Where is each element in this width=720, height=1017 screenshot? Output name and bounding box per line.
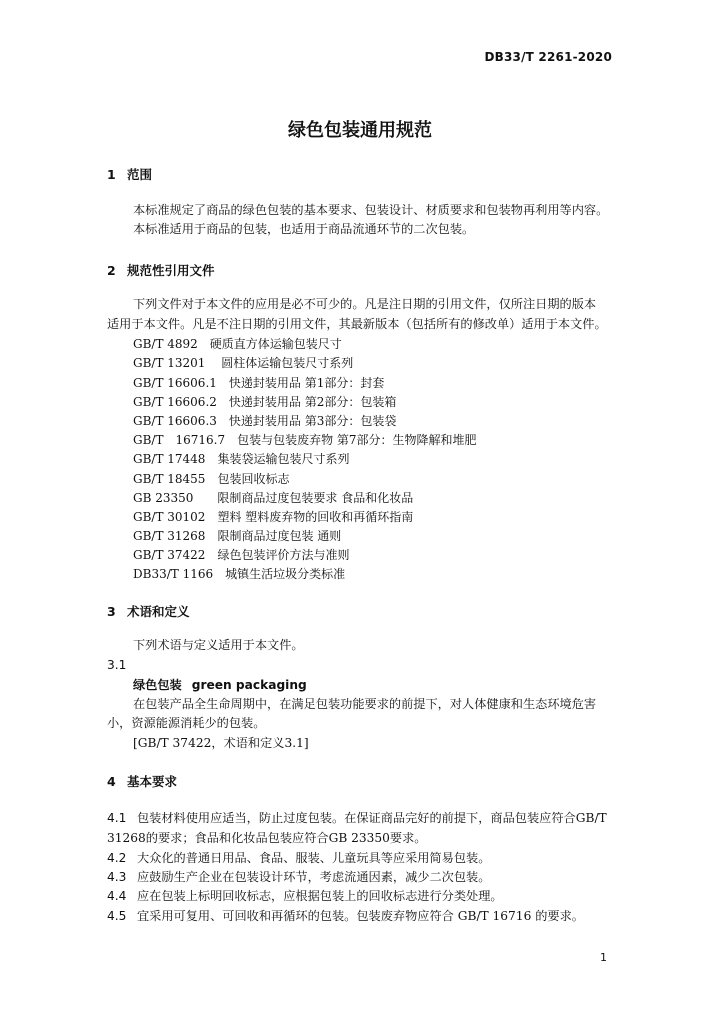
paragraph: 本标准适用于商品的包装，也适用于商品流通环节的二次包装。 xyxy=(133,222,475,236)
term-english: green packaging xyxy=(191,678,307,692)
section-3-heading xyxy=(107,602,190,620)
section-title: 基本要求 xyxy=(127,774,178,789)
clause-4-3 xyxy=(107,868,490,885)
clause-text: 大众化的普通日用品、食品、服装、儿童玩具等应采用简易包装。 xyxy=(137,851,491,865)
page-number: 1 xyxy=(600,951,607,964)
reference-item: GB/T 37422 绿色包装评价方法与准则 xyxy=(133,548,350,562)
paragraph: 下列文件对于本文件的应用是必不可少的。凡是注日期的引用文件，仅所注日期的版本 xyxy=(133,297,597,311)
section-number: 4 xyxy=(107,774,116,789)
clause-number: 4.4 xyxy=(107,889,127,903)
term-entry-number: 3.1 xyxy=(107,658,127,672)
section-title: 范围 xyxy=(127,167,153,182)
reference-item: GB/T 17448 集装袋运输包装尺寸系列 xyxy=(133,452,350,466)
section-1-heading xyxy=(107,165,152,183)
clause-number: 4.2 xyxy=(107,851,127,865)
clause-text: 应鼓励生产企业在包装设计环节，考虑流通因素，减少二次包装。 xyxy=(137,870,491,884)
clause-4-1 xyxy=(107,809,607,826)
term-definition: 在包装产品全生命周期中，在满足包装功能要求的前提下，对人体健康和生态环境危害 xyxy=(133,697,597,711)
clause-number: 4.5 xyxy=(107,909,127,923)
clause-4-2 xyxy=(107,849,490,866)
reference-item: GB/T 16716.7 包装与包装废弃物 第7部分：生物降解和堆肥 xyxy=(133,433,477,447)
section-number: 3 xyxy=(107,604,116,619)
section-4-heading xyxy=(107,772,177,790)
clause-text: 包装材料使用应适当，防止过度包装。在保证商品完好的前提下，商品包装应符合GB/T xyxy=(137,811,607,825)
reference-item: GB/T 16606.3 快递封装用品 第3部分：包装袋 xyxy=(133,414,397,428)
document-title: 绿色包装通用规范 xyxy=(288,120,432,141)
section-2-heading xyxy=(107,261,215,279)
reference-item: GB/T 16606.2 快递封装用品 第2部分：包装箱 xyxy=(133,395,397,409)
reference-item: GB/T 16606.1 快递封装用品 第1部分：封套 xyxy=(133,376,385,390)
reference-item: GB/T 13201 圆柱体运输包装尺寸系列 xyxy=(133,356,354,370)
reference-item: GB/T 18455 包装回收标志 xyxy=(133,472,290,486)
clause-number: 4.3 xyxy=(107,870,127,884)
reference-item: DB33/T 1166 城镇生活垃圾分类标准 xyxy=(133,567,346,581)
section-title: 术语和定义 xyxy=(127,604,190,619)
term-heading xyxy=(133,677,307,694)
reference-item: GB/T 4892 硬质直方体运输包装尺寸 xyxy=(133,337,342,351)
term-definition: 小，资源能源消耗少的包装。 xyxy=(107,716,266,730)
clause-text: 应在包装上标明回收标志，应根据包装上的回收标志进行分类处理。 xyxy=(137,889,503,903)
clause-number: 4.1 xyxy=(107,811,127,825)
term-source: [GB/T 37422，术语和定义3.1] xyxy=(133,736,309,750)
reference-item: GB/T 30102 塑料 塑料废弃物的回收和再循环指南 xyxy=(133,510,414,524)
paragraph: 本标准规定了商品的绿色包装的基本要求、包装设计、材质要求和包装物再利用等内容。 xyxy=(133,203,609,217)
standard-code: DB33/T 2261-2020 xyxy=(484,50,612,64)
clause-4-5 xyxy=(107,907,584,924)
paragraph: 适用于本文件。凡是不注日期的引用文件，其最新版本（包括所有的修改单）适用于本文件。 xyxy=(107,317,607,331)
clause-4-4 xyxy=(107,887,503,904)
section-number: 1 xyxy=(107,167,116,182)
reference-item: GB/T 31268 限制商品过度包装 通则 xyxy=(133,529,342,543)
term-chinese: 绿色包装 xyxy=(133,678,182,692)
reference-item: GB 23350 限制商品过度包装要求 食品和化妆品 xyxy=(133,491,414,505)
section-title: 规范性引用文件 xyxy=(127,263,215,278)
section-number: 2 xyxy=(107,263,116,278)
paragraph: 下列术语与定义适用于本文件。 xyxy=(133,638,304,652)
clause-text: 宜采用可复用、可回收和再循环的包装。包装废弃物应符合 GB/T 16716 的要求。 xyxy=(137,909,584,923)
clause-text-continued: 31268的要求；食品和化妆品包装应符合GB 23350要求。 xyxy=(107,831,427,845)
